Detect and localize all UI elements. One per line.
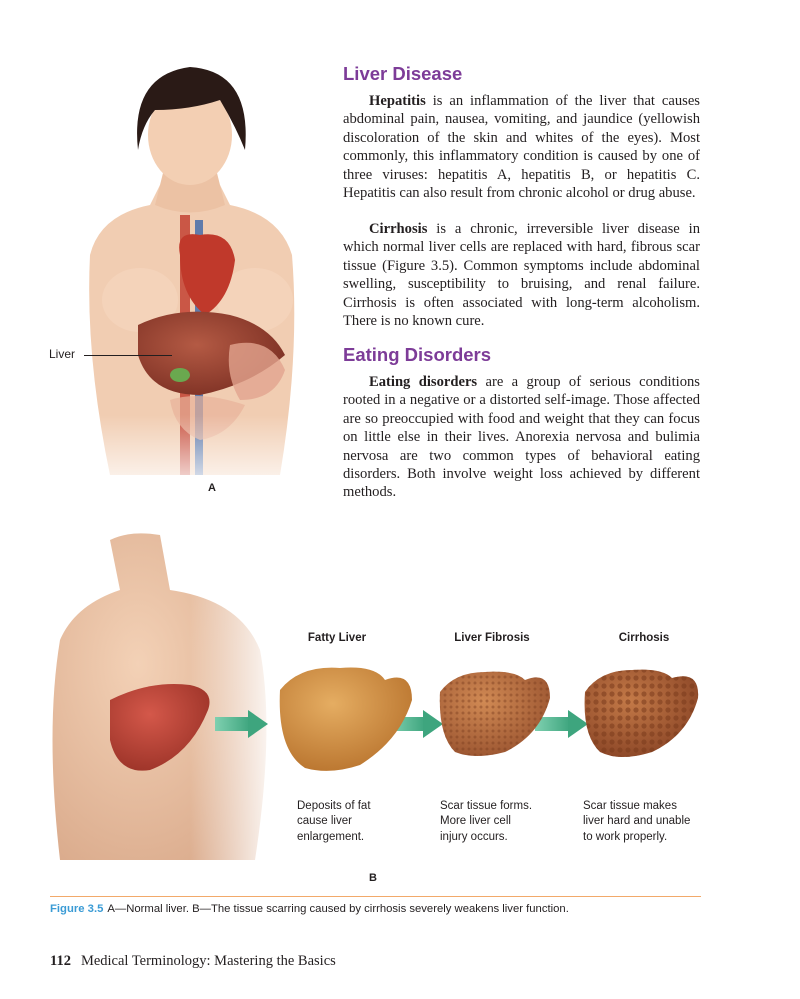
stage-desc-line: cause liver xyxy=(297,815,352,828)
paragraph-cirrhosis xyxy=(343,220,700,330)
stage-desc-line: enlargement. xyxy=(297,830,365,843)
figure-b-letter: B xyxy=(369,872,377,884)
term-eating-disorders: Eating disorders xyxy=(369,374,478,390)
term-cirrhosis: Cirrhosis xyxy=(369,221,428,237)
liver-label: Liver xyxy=(49,347,76,361)
figure-label: Figure 3.5 xyxy=(50,903,104,915)
heading-liver-disease: Liver Disease xyxy=(343,63,463,84)
stage-desc-line: Scar tissue makes xyxy=(583,800,677,812)
term-hepatitis: Hepatitis xyxy=(369,93,426,109)
hepatitis-body: is an inflammation of the liver that causes abdominal pain, nausea, vomiting, and jaundice (yellowish discoloration of the skin and whites of the eyes). Most commonly, this inflammatory condition is caused by one of three viruses: hepatitis A, hepatitis B, or hepatitis C. Hepatitis can also result from chronic alcohol or drug abuse. xyxy=(343,93,700,202)
stage-desc-line: Deposits of fat xyxy=(297,800,371,812)
stage-desc-line: injury occurs. xyxy=(440,830,508,843)
figure-a-illustration xyxy=(30,55,350,500)
paragraph-hepatitis xyxy=(343,92,700,202)
stage-desc-cirrhosis xyxy=(583,799,723,845)
figure-caption xyxy=(50,903,569,915)
stage-title-liver-fibrosis: Liver Fibrosis xyxy=(454,632,530,644)
liver-leader-line xyxy=(84,355,172,356)
cirrhosis-body: is a chronic, irreversible liver disease in which normal liver cells are replaced with hard, fibrous scar tissue (Figure 3.5). Common symptoms include abdominal swelling, susceptibility to bruising, and renal failure. Cirrhosis is often associated with long-term alcoholism. There is no known cure. xyxy=(343,221,700,330)
caption-rule xyxy=(50,896,701,897)
stage-desc-line: to work properly. xyxy=(583,830,668,843)
stage-title-cirrhosis: Cirrhosis xyxy=(618,632,670,644)
stage-desc-liver-fibrosis xyxy=(440,799,580,845)
caption-text: A—Normal liver. B—The tissue scarring caused by cirrhosis severely weakens liver function. xyxy=(107,903,569,915)
stage-desc-line: Scar tissue forms. xyxy=(440,800,533,812)
stage-title-fatty-liver: Fatty Liver xyxy=(307,632,367,644)
paragraph-eating-disorders xyxy=(343,373,700,502)
stage-desc-fatty-liver xyxy=(297,799,437,845)
figure-a-letter: A xyxy=(208,482,216,494)
stage-desc-line: liver hard and unable xyxy=(583,815,691,828)
page-number: 112 xyxy=(50,953,71,969)
heading-eating-disorders: Eating Disorders xyxy=(343,344,492,365)
fatty-liver-shape xyxy=(280,668,412,771)
book-title: Medical Terminology: Mastering the Basics xyxy=(80,953,336,969)
eating-disorders-body: are a group of serious conditions rooted in a negative or a distorted self-image. Those affected are so preoccupied with food and weight that they can focus on little else in their lives. Anorexia nervosa and bulimia nervosa are two common types of behavioral eating disorders. Both involve weight loss achieved by different methods. xyxy=(343,374,700,501)
page-footer xyxy=(50,953,336,970)
stage-desc-line: More liver cell xyxy=(440,815,511,828)
